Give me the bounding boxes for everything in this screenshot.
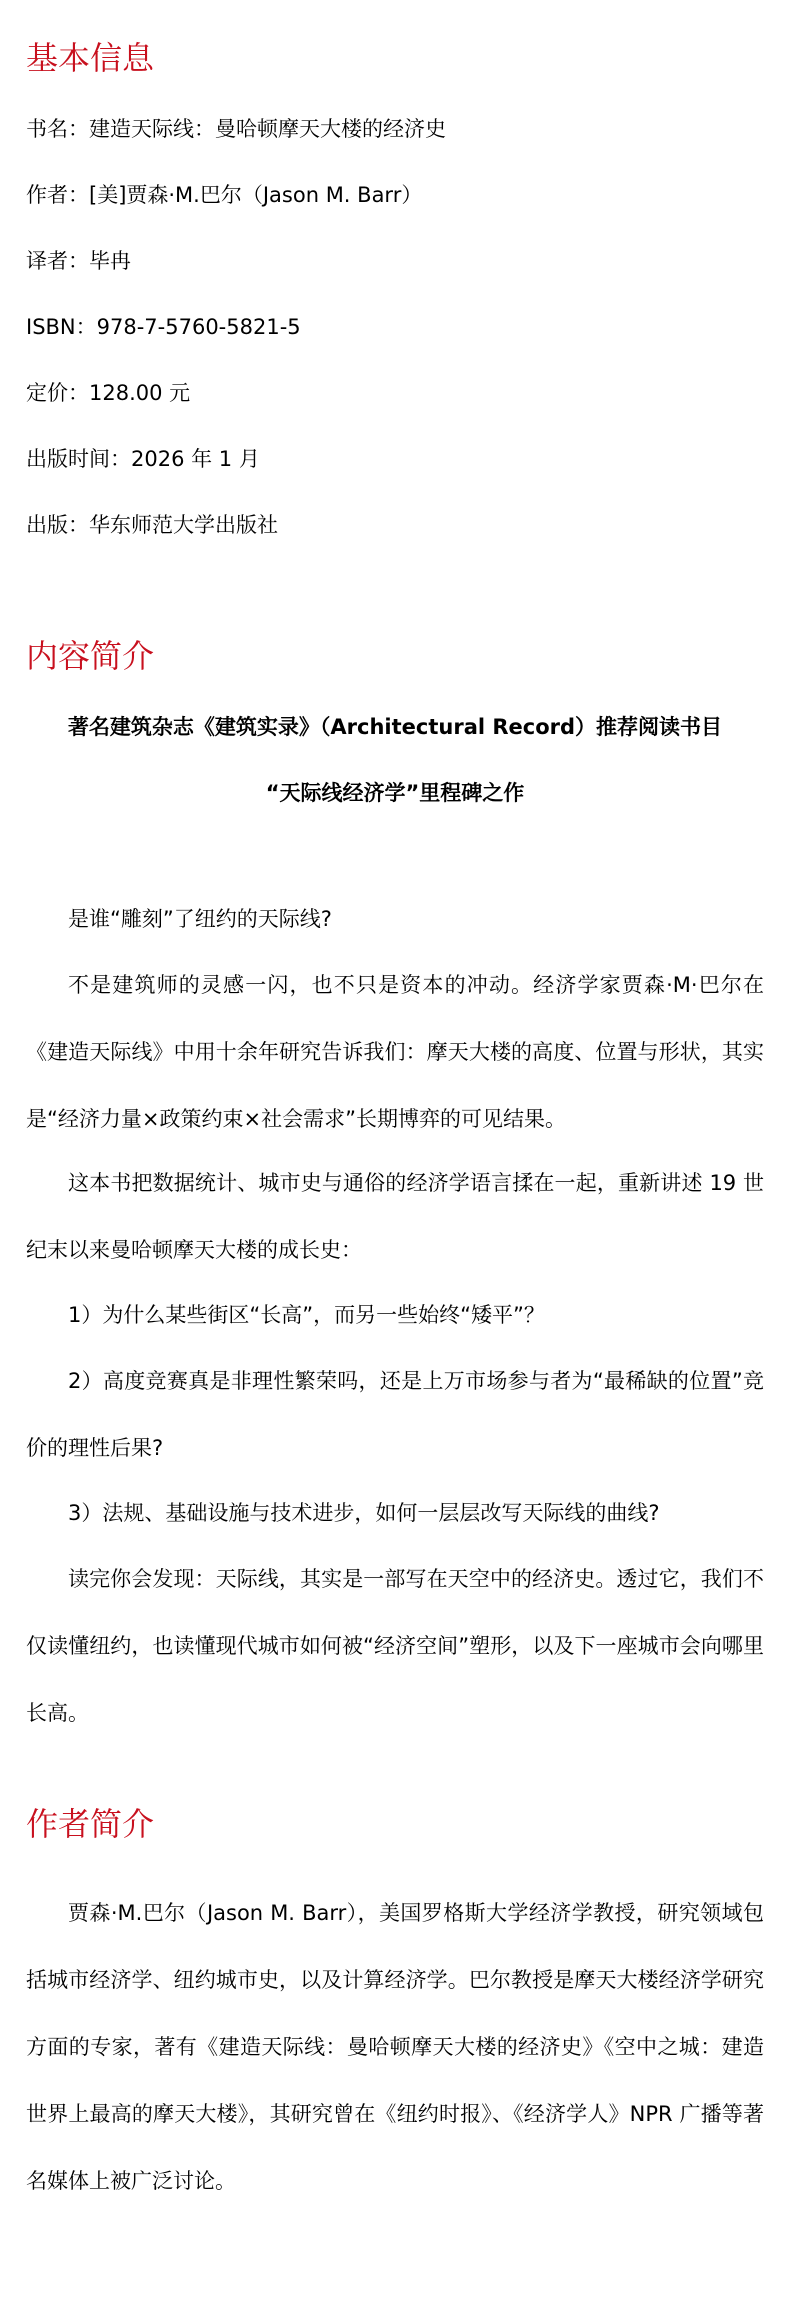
milestone-tagline: “天际线经济学”里程碑之作 bbox=[265, 781, 525, 805]
price-line: 定价：128.00 元 bbox=[26, 381, 191, 405]
author-line: 作者：[美]贾森·M.巴尔（Jason M. Barr） bbox=[26, 183, 423, 207]
recommendation-tagline: 著名建筑杂志《建筑实录》（Architectural Record）推荐阅读书目 bbox=[67, 715, 723, 739]
intro-paragraph-2: 不是建筑师的灵感一闪，也不只是资本的冲动。经济学家贾森·M·巴尔在《建造天际线》中用十余年研究告诉我们：摩天大楼的高度、位置与形状，其实是“经济力量×政策约束×社会需求”长期博弈的可见结果。 bbox=[26, 973, 764, 1131]
isbn-line: ISBN：978-7-5760-5821-5 bbox=[26, 315, 301, 339]
author-intro-paragraph: 贾森·M.巴尔（Jason M. Barr），美国罗格斯大学经济学教授，研究领域包括城市经济学、纽约城市史，以及计算经济学。巴尔教授是摩天大楼经济学研究方面的专家，著有《建造天际线：曼哈顿摩天大楼的经济史》《空中之城：建造世界上最高的摩天大楼》，其研究曾在《纽约时报》、《经济学人》NPR 广播等著名媒体上被广泛讨论。 bbox=[26, 1901, 764, 2193]
content-intro-heading: 内容简介 bbox=[26, 637, 155, 675]
publisher-line: 出版：华东师范大学出版社 bbox=[26, 513, 278, 537]
intro-paragraph-4: 1）为什么某些街区“长高”，而另一些始终“矮平”？ bbox=[68, 1303, 545, 1327]
intro-paragraph-7: 读完你会发现：天际线，其实是一部写在天空中的经济史。透过它，我们不仅读懂纽约，也读懂现代城市如何被“经济空间”塑形，以及下一座城市会向哪里长高。 bbox=[26, 1567, 764, 1725]
basic-info-heading: 基本信息 bbox=[26, 39, 155, 77]
intro-paragraph-6: 3）法规、基础设施与技术进步，如何一层层改写天际线的曲线? bbox=[68, 1501, 660, 1525]
intro-paragraph-5: 2）高度竞赛真是非理性繁荣吗，还是上万市场参与者为“最稀缺的位置”竞价的理性后果? bbox=[26, 1369, 764, 1460]
intro-paragraph-1: 是谁“雕刻”了纽约的天际线? bbox=[68, 907, 332, 931]
translator-line: 译者：毕冉 bbox=[26, 249, 131, 273]
book-title-line: 书名：建造天际线：曼哈顿摩天大楼的经济史 bbox=[26, 117, 446, 141]
publish-date-line: 出版时间：2026 年 1 月 bbox=[26, 447, 260, 471]
intro-paragraph-3: 这本书把数据统计、城市史与通俗的经济学语言揉在一起，重新讲述 19 世纪末以来曼哈顿摩天大楼的成长史： bbox=[26, 1171, 764, 1262]
author-intro-heading: 作者简介 bbox=[26, 1805, 155, 1843]
